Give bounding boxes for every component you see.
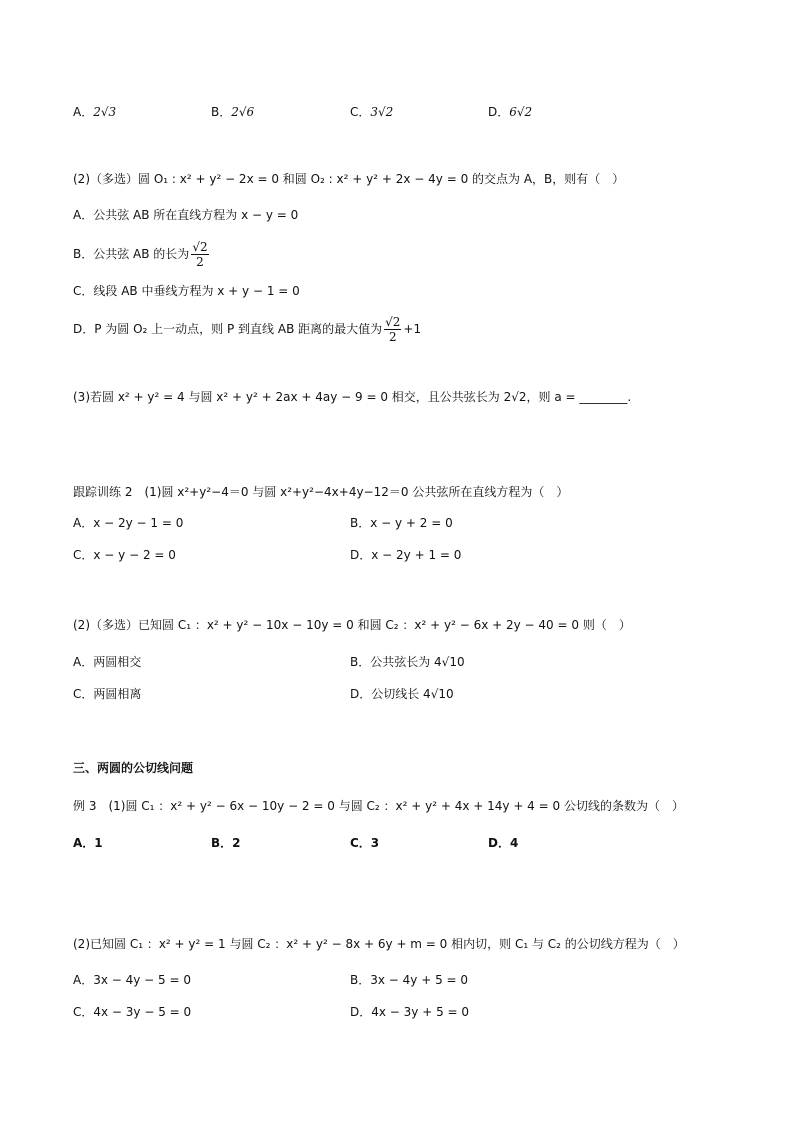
option-letter: B． — [211, 105, 232, 119]
fraction-denominator: 2 — [196, 255, 204, 269]
follow-2-q2-stem: (2)（多选）已知圆 C₁ ：x² + y² − 10x − 10y = 0 和圆 C₂ ：x² + y² − 6x + 2y − 40 = 0 则（ ） — [73, 618, 631, 632]
follow-2-q2-option-b: B．公共弦长为 4√10 — [350, 655, 465, 669]
follow-2-option-b: B．x − y + 2 = 0 — [350, 516, 453, 530]
example-3-stem: 例 3 (1)圆 C₁ ：x² + y² − 6x − 10y − 2 = 0 与圆 C₂ ：x² + y² + 4x + 14y + 4 = 0 公切线的条数为（ ） — [73, 799, 684, 813]
question-2-option-d — [73, 311, 421, 347]
option-value: 3√2 — [370, 105, 394, 119]
fraction-denominator: 2 — [388, 330, 397, 344]
question-2-option-b — [73, 236, 211, 272]
section-3-heading: 三、两圆的公切线问题 — [73, 761, 194, 775]
option-d-text: D．P 为圆 O₂ 上一动点，则 P 到直线 AB 距离的最大值为 — [73, 322, 383, 336]
option-letter: C． — [350, 105, 371, 119]
option-value: 2√6 — [231, 105, 255, 119]
option-d-suffix: +1 — [403, 322, 422, 336]
example-3-option-c: C．3 — [350, 836, 380, 850]
question-2-option-a: A．公共弦 AB 所在直线方程为 x − y = 0 — [73, 208, 299, 222]
example-3-q2-stem: (2)已知圆 C₁ ：x² + y² = 1 与圆 C₂ ：x² + y² − 8x + 6y + m = 0 相内切，则 C₁ 与 C₂ 的公切线方程为（ ） — [73, 937, 685, 951]
question-2-option-c: C．线段 AB 中垂线方程为 x + y − 1 = 0 — [73, 284, 300, 298]
option-b-text: B．公共弦 AB 的长为 — [73, 247, 190, 261]
option-letter: A． — [73, 105, 94, 119]
option-value: 6√2 — [509, 105, 533, 119]
example-3-option-d: D．4 — [488, 836, 519, 850]
follow-2-q2-option-a: A．两圆相交 — [73, 655, 142, 669]
example-3-q2-option-c: C．4x − 3y − 5 = 0 — [73, 1005, 192, 1019]
option-d — [488, 103, 532, 121]
option-letter: D． — [488, 105, 510, 119]
question-3-stem: (3)若圆 x² + y² = 4 与圆 x² + y² + 2ax + 4ay − 9 = 0 相交，且公共弦长为 2√2，则 a = ________. — [73, 390, 632, 404]
example-3-option-b: B．2 — [211, 836, 241, 850]
fraction-numerator: √2 — [385, 315, 401, 329]
example-3-option-a: A．1 — [73, 836, 103, 850]
option-a — [73, 103, 116, 121]
example-3-q2-option-d: D．4x − 3y + 5 = 0 — [350, 1005, 470, 1019]
question-2-stem: (2)（多选）圆 O₁ : x² + y² − 2x = 0 和圆 O₂ : x² + y² + 2x − 4y = 0 的交点为 A，B，则有（ ） — [73, 172, 625, 186]
follow-2-option-c: C．x − y − 2 = 0 — [73, 548, 176, 562]
follow-2-q2-option-c: C．两圆相离 — [73, 687, 142, 701]
follow-2-q2-option-d: D．公切线长 4√10 — [350, 687, 454, 701]
fraction — [384, 315, 401, 344]
option-c — [350, 103, 393, 121]
fraction-numerator: √2 — [192, 240, 208, 254]
example-3-q2-option-b: B．3x − 4y + 5 = 0 — [350, 973, 469, 987]
follow-2-stem: 跟踪训练 2 (1)圆 x²+y²−4＝0 与圆 x²+y²−4x+4y−12＝0 公共弦所在直线方程为（ ） — [73, 485, 569, 499]
option-value: 2√3 — [93, 105, 117, 119]
option-b — [211, 103, 254, 121]
fraction — [191, 240, 208, 269]
follow-2-option-d: D．x − 2y + 1 = 0 — [350, 548, 462, 562]
follow-2-option-a: A．x − 2y − 1 = 0 — [73, 516, 184, 530]
example-3-q2-option-a: A．3x − 4y − 5 = 0 — [73, 973, 192, 987]
